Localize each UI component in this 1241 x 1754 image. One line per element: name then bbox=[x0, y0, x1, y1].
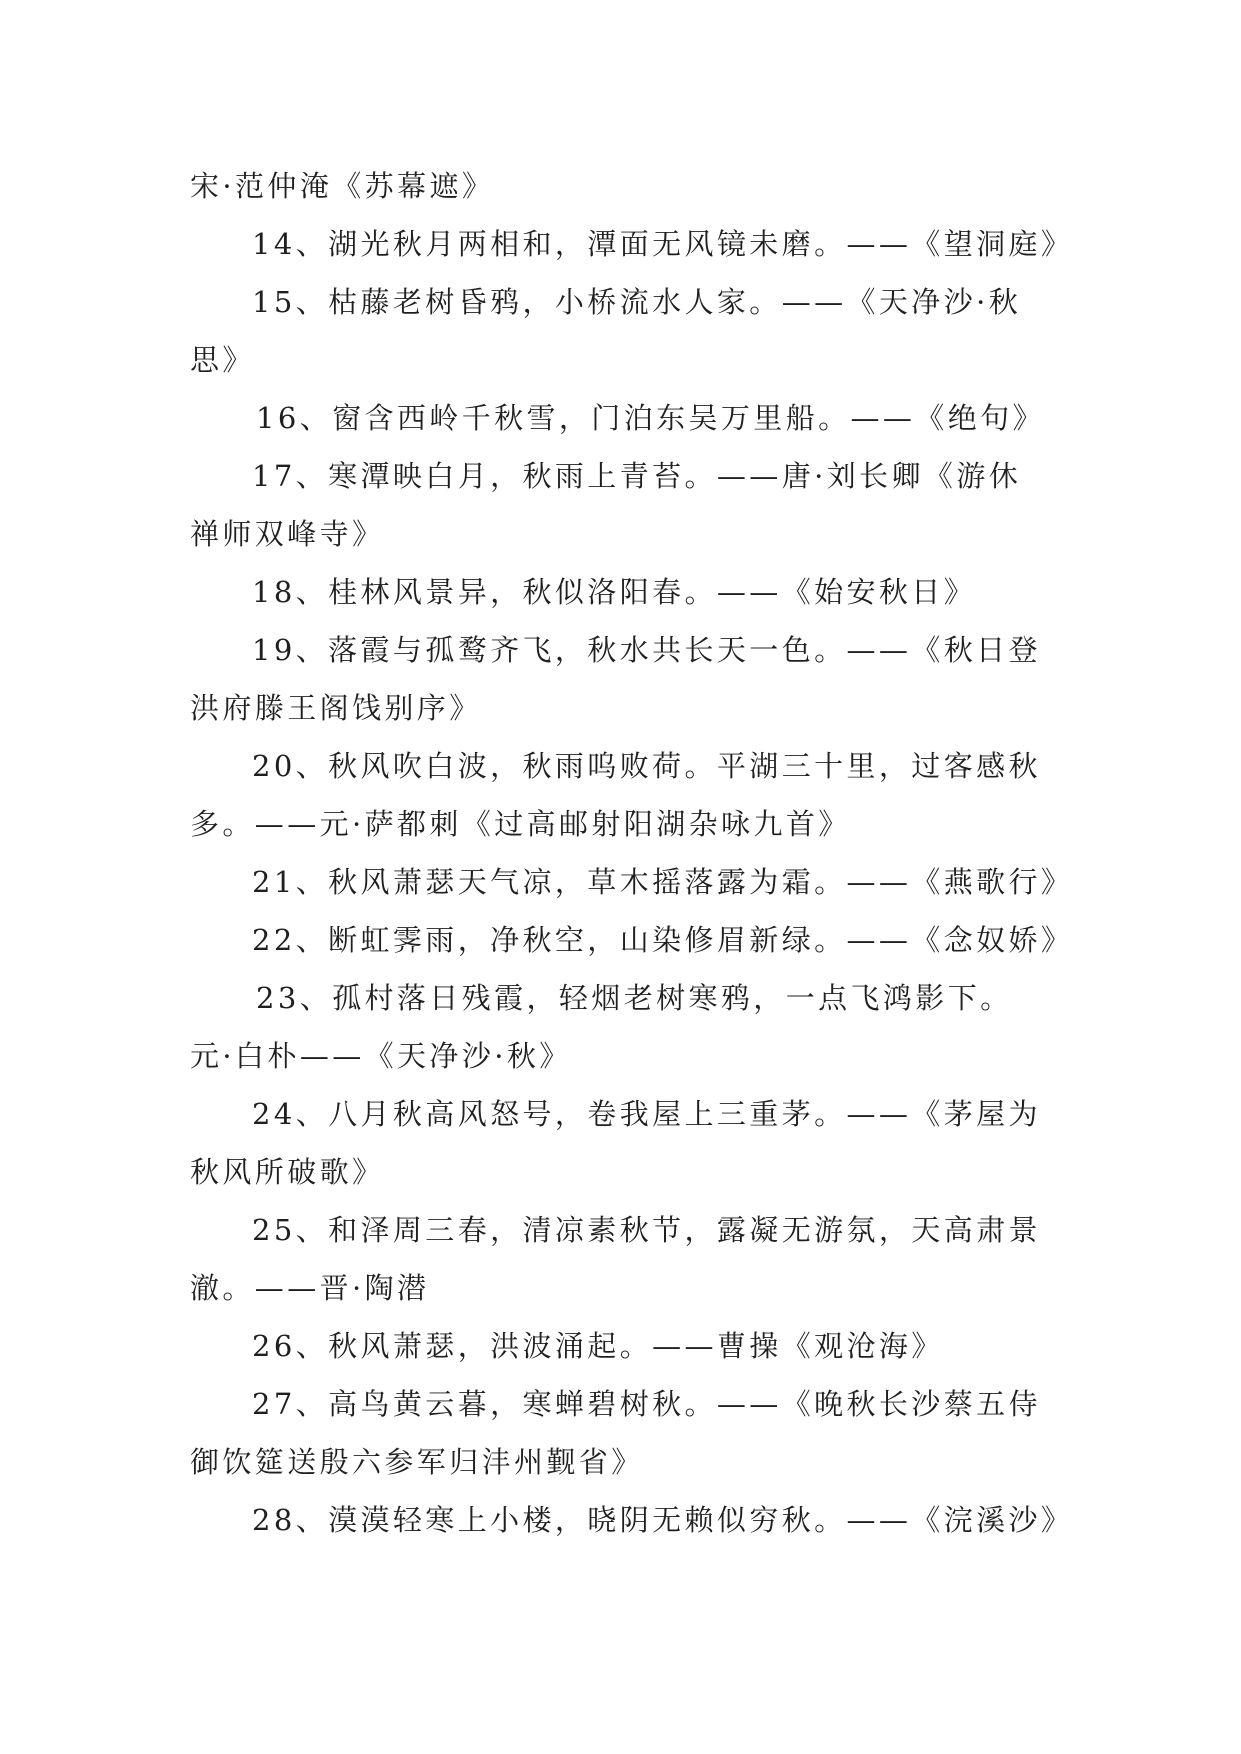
text-line: 24、八月秋高风怒号，卷我屋上三重茅。——《茅屋为 bbox=[252, 1097, 1041, 1131]
text-line: 16、窗含西岭千秋雪，门泊东吴万里船。——《绝句》 bbox=[256, 401, 1045, 435]
text-line: 宋·范仲淹《苏幕遮》 bbox=[190, 169, 495, 203]
text-line: 28、漠漠轻寒上小楼，晓阴无赖似穷秋。——《浣溪沙》 bbox=[252, 1503, 1074, 1537]
text-line: 23、孤村落日残霞，轻烟老树寒鸦，一点飞鸿影下。 bbox=[256, 981, 1013, 1015]
text-line: 多。——元·萨都刺《过高邮射阳湖杂咏九首》 bbox=[190, 807, 851, 841]
text-line: 26、秋风萧瑟，洪波涌起。——曹操《观沧海》 bbox=[252, 1329, 944, 1363]
text-line: 22、断虹霁雨，净秋空，山染修眉新绿。——《念奴娇》 bbox=[252, 923, 1074, 957]
text-line: 17、寒潭映白月，秋雨上青苔。——唐·刘长卿《游休 bbox=[252, 459, 1022, 493]
text-line: 14、湖光秋月两相和，潭面无风镜未磨。——《望洞庭》 bbox=[252, 227, 1074, 261]
text-line: 25、和泽周三春，清凉素秋节，露凝无游氛，天高肃景 bbox=[252, 1213, 1041, 1247]
text-line: 18、桂林风景异，秋似洛阳春。——《始安秋日》 bbox=[252, 575, 977, 609]
document-body bbox=[190, 157, 1074, 1549]
text-line: 澈。——晋·陶潜 bbox=[190, 1271, 430, 1305]
text-line: 秋风所破歌》 bbox=[190, 1155, 385, 1189]
text-line: 27、高鸟黄云暮，寒蝉碧树秋。——《晚秋长沙蔡五侍 bbox=[252, 1387, 1041, 1421]
text-line: 19、落霞与孤鹜齐飞，秋水共长天一色。——《秋日登 bbox=[252, 633, 1041, 667]
text-line: 21、秋风萧瑟天气凉，草木摇落露为霜。——《燕歌行》 bbox=[252, 865, 1074, 899]
text-line: 御饮筵送殷六参军归沣州觐省》 bbox=[190, 1445, 644, 1479]
text-line: 禅师双峰寺》 bbox=[190, 517, 385, 551]
text-line: 元·白朴——《天净沙·秋》 bbox=[190, 1039, 572, 1073]
text-line: 思》 bbox=[190, 343, 255, 377]
text-line: 20、秋风吹白波，秋雨呜败荷。平湖三十里，过客感秋 bbox=[252, 749, 1041, 783]
text-line: 洪府滕王阁饯别序》 bbox=[190, 691, 482, 725]
text-line: 15、枯藤老树昏鸦，小桥流水人家。——《天净沙·秋 bbox=[252, 285, 1022, 319]
